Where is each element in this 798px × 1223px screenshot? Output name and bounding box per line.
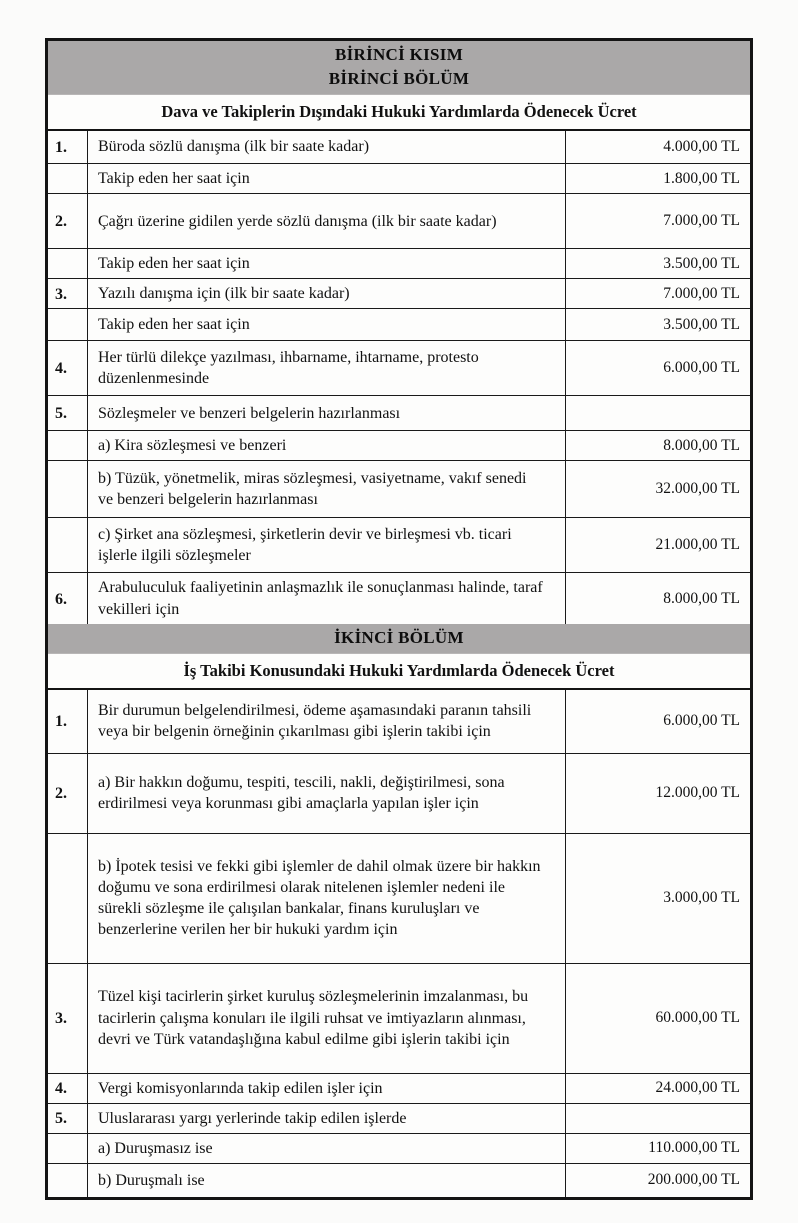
table-row [48, 518, 750, 573]
row-fee-cell: 8.000,00 TL [663, 589, 740, 607]
row-number-cell [48, 249, 88, 278]
row-fee-cell: 3.500,00 TL [663, 254, 740, 272]
row-fee-cell: 60.000,00 TL [655, 1009, 740, 1027]
row-number-cell: 6. [48, 573, 88, 623]
section-rows [48, 690, 750, 1197]
row-fee-cell: 6.000,00 TL [663, 712, 740, 730]
row-description-cell: c) Şirket ana sözleşmesi, şirketlerin devir ve birleşmesi vb. ticari işlerle ilgili sözleşmeler [88, 518, 566, 572]
row-description-cell: Arabuluculuk faaliyetinin anlaşmazlık ile sonuçlanması halinde, taraf vekilleri için [88, 573, 566, 623]
table-row [48, 1164, 750, 1197]
table-row [48, 309, 750, 341]
table-row [48, 964, 750, 1074]
row-number-cell: 2. [48, 754, 88, 833]
row-fee-cell: 6.000,00 TL [663, 359, 740, 377]
row-description-cell: b) Duruşmalı ise [88, 1164, 566, 1197]
row-description-cell: Takip eden her saat için [88, 309, 566, 340]
table-row [48, 249, 750, 279]
row-fee-cell: 24.000,00 TL [655, 1079, 740, 1097]
section-header-title: İKİNCİ BÖLÜM [334, 627, 464, 647]
row-description-cell: Her türlü dilekçe yazılması, ihbarname, ihtarname, protesto düzenlenmesinde [88, 341, 566, 395]
row-number-cell: 5. [48, 1104, 88, 1133]
section-rows [48, 131, 750, 624]
section-header-title: BİRİNCİ KISIM [334, 45, 464, 64]
table-row [48, 1074, 750, 1104]
row-description-cell: Tüzel kişi tacirlerin şirket kuruluş sözleşmelerinin imzalanması, bu tacirlerin çalışma konuları ile ilgili ruhsat ve imtiyazların alınması, devri ve Türk vatandaşlığına kabul edilme gibi işlerin takibi için [88, 964, 566, 1073]
fee-tariff-table [45, 38, 753, 1200]
row-number-cell [48, 1164, 88, 1197]
row-description-cell: Büroda sözlü danışma (ilk bir saate kadar) [88, 131, 566, 163]
row-fee-cell [566, 396, 750, 430]
row-fee-cell: 21.000,00 TL [655, 536, 740, 554]
row-description-cell: Bir durumun belgelendirilmesi, ödeme aşamasındaki paranın tahsili veya bir belgenin örneğinin çıkarılması gibi işlerin takibi için [88, 690, 566, 753]
row-fee-cell: 110.000,00 TL [648, 1139, 740, 1157]
row-description-cell: Takip eden her saat için [88, 249, 566, 278]
row-number-cell: 3. [48, 279, 88, 308]
table-section [48, 41, 750, 624]
table-row [48, 834, 750, 964]
row-number-cell [48, 1134, 88, 1163]
table-row [48, 1104, 750, 1134]
row-fee-cell: 3.500,00 TL [663, 315, 740, 333]
table-row [48, 1134, 750, 1164]
row-number-cell: 1. [48, 690, 88, 753]
row-description-cell: Uluslararası yargı yerlerinde takip edilen işlerde [88, 1104, 566, 1133]
table-row [48, 461, 750, 518]
table-row [48, 194, 750, 249]
row-number-cell: 4. [48, 1074, 88, 1103]
table-row [48, 431, 750, 461]
table-row [48, 754, 750, 834]
section-subtitle: Dava ve Takiplerin Dışındaki Hukuki Yardımlarda Ödenecek Ücret [48, 95, 750, 131]
row-number-cell: 1. [48, 131, 88, 163]
section-header-title: BİRİNCİ BÖLÜM [328, 69, 470, 88]
row-description-cell: Vergi komisyonlarında takip edilen işler için [88, 1074, 566, 1103]
table-row [48, 279, 750, 309]
table-row [48, 396, 750, 431]
table-row [48, 573, 750, 623]
row-number-cell [48, 834, 88, 963]
row-number-cell [48, 164, 88, 193]
row-number-cell: 3. [48, 964, 88, 1073]
row-description-cell: a) Duruşmasız ise [88, 1134, 566, 1163]
row-number-cell [48, 309, 88, 340]
section-header-bar [48, 41, 750, 95]
row-description-cell: a) Bir hakkın doğumu, tespiti, tescili, nakli, değiştirilmesi, sona erdirilmesi veya korunması gibi amaçlarla yapılan işler için [88, 754, 566, 833]
table-section [48, 624, 750, 1197]
row-description-cell: b) Tüzük, yönetmelik, miras sözleşmesi, vasiyetname, vakıf senedi ve benzeri belgelerin hazırlanması [88, 461, 566, 517]
row-fee-cell: 1.800,00 TL [663, 169, 740, 187]
row-fee-cell: 4.000,00 TL [663, 138, 740, 155]
row-number-cell: 2. [48, 194, 88, 248]
section-subtitle: İş Takibi Konusundaki Hukuki Yardımlarda Ödenecek Ücret [48, 654, 750, 690]
row-fee-cell: 7.000,00 TL [663, 284, 740, 302]
row-fee-cell: 7.000,00 TL [663, 212, 740, 230]
row-fee-cell [566, 1104, 750, 1133]
table-row [48, 164, 750, 194]
row-number-cell [48, 518, 88, 572]
row-fee-cell: 32.000,00 TL [655, 480, 740, 498]
row-description-cell: Takip eden her saat için [88, 164, 566, 193]
row-description-cell: Sözleşmeler ve benzeri belgelerin hazırlanması [88, 396, 566, 430]
row-number-cell [48, 461, 88, 517]
row-fee-cell: 200.000,00 TL [647, 1171, 740, 1189]
row-number-cell [48, 431, 88, 460]
row-description-cell: a) Kira sözleşmesi ve benzeri [88, 431, 566, 460]
row-fee-cell: 3.000,00 TL [663, 889, 740, 907]
table-row [48, 341, 750, 396]
row-fee-cell: 12.000,00 TL [655, 784, 740, 802]
section-header-bar [48, 624, 750, 654]
row-number-cell: 5. [48, 396, 88, 430]
row-description-cell: Çağrı üzerine gidilen yerde sözlü danışma (ilk bir saate kadar) [88, 194, 566, 248]
row-description-cell: Yazılı danışma için (ilk bir saate kadar) [88, 279, 566, 308]
table-row [48, 690, 750, 754]
row-number-cell: 4. [48, 341, 88, 395]
row-description-cell: b) İpotek tesisi ve fekki gibi işlemler de dahil olmak üzere bir hakkın doğumu ve sona erdirilmesi olarak nitelenen işlemler nedeni ile sürekli sözleşme ile çalışılan bankalar, finans kuruluşları ve benzerlerine verilen her bir hukuki yardım için [88, 834, 566, 963]
table-row [48, 131, 750, 164]
row-fee-cell: 8.000,00 TL [663, 436, 740, 454]
